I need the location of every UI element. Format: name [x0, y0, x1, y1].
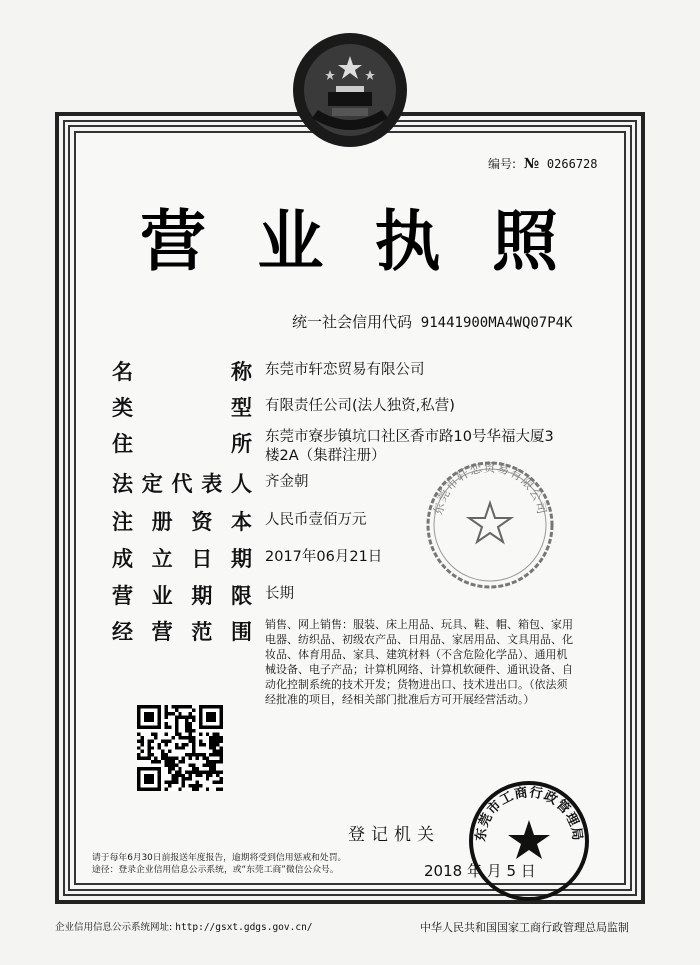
address-line-1: 东莞市寮步镇坑口社区香市路10号华福大厦3: [265, 429, 554, 445]
label-char: 表: [201, 472, 223, 496]
label-char: 人: [231, 472, 252, 496]
field-label: [112, 506, 252, 536]
notice-line: 途径：登录企业信用信息公示系统，或“东莞工商”微信公众号。: [92, 865, 339, 875]
serial-label: 编号:: [488, 157, 517, 171]
label-char: 定: [141, 472, 163, 496]
label-char: 范: [191, 620, 213, 644]
label-char: 型: [231, 396, 252, 420]
field-value: 东莞市轩恋贸易有限公司: [265, 362, 425, 378]
serial-no-mark: №: [523, 156, 540, 172]
label-char: 名: [112, 360, 133, 384]
label-char: 成: [112, 547, 133, 571]
registration-authority-label: 登记机关: [348, 825, 440, 845]
authority-seal-icon: [466, 778, 592, 904]
credit-code-label: 统一社会信用代码: [292, 313, 413, 331]
label-char: 期: [191, 584, 213, 608]
scope-line: 电器、纺织品、初级农产品、日用品、家居用品、文具用品、化: [265, 633, 573, 646]
label-char: 业: [151, 584, 173, 608]
field-label: [112, 392, 252, 422]
national-emblem-icon: [290, 30, 410, 150]
field-label: [112, 468, 252, 498]
label-char: 类: [112, 396, 133, 420]
credit-code-line: [292, 311, 573, 332]
label-char: 本: [230, 510, 252, 534]
title-char: 照: [491, 202, 560, 280]
label-char: 法: [112, 472, 133, 496]
title-char: 执: [374, 202, 443, 280]
label-char: 营: [112, 584, 133, 608]
title-char: 营: [140, 202, 208, 280]
label-char: 立: [151, 547, 173, 571]
title-char: 业: [257, 202, 326, 280]
label-char: 册: [151, 510, 173, 534]
footer-issuer: 中华人民共和国国家工商行政管理总局监制: [420, 921, 629, 934]
label-char: 限: [230, 584, 252, 608]
footer-website-url[interactable]: http://gsxt.gdgs.gov.cn/: [175, 922, 313, 933]
label-char: 日: [191, 547, 213, 571]
document-title: [140, 188, 560, 283]
footer-website-label: 企业信用信息公示系统网址:: [55, 922, 173, 933]
field-label: [112, 428, 252, 458]
field-value: 人民币壹佰万元: [265, 512, 367, 528]
serial-value: 0266728: [546, 157, 598, 171]
field-value: 齐金朝: [265, 474, 309, 490]
label-char: 围: [230, 620, 252, 644]
scope-text: [265, 617, 615, 707]
label-char: 资: [191, 510, 213, 534]
label-char: 期: [230, 547, 252, 571]
scope-line: 妆品、体育用品、家具、建筑材料（不含危险化学品）、通用机: [265, 648, 568, 661]
field-label: [112, 580, 252, 610]
qr-code[interactable]: [137, 705, 223, 791]
field-value: 长期: [265, 586, 294, 602]
address-line-2: 楼2A（集群注册）: [265, 448, 386, 464]
notice-line: 请于每年6月30日前报送年度报告，逾期将受到信用惩戒和处罚。: [92, 853, 347, 863]
authority-seal-text: 东莞市工商行政管理局: [473, 785, 585, 843]
label-char: 营: [151, 620, 173, 644]
label-char: 住: [112, 432, 133, 456]
field-value: 有限责任公司(法人独资,私营): [265, 398, 455, 414]
label-char: 所: [231, 432, 252, 456]
scope-line: 经批准的项目，经相关部门批准后方可开展经营活动。）: [265, 693, 535, 706]
field-label: [112, 543, 252, 573]
label-char: 称: [231, 360, 252, 384]
registration-date: 2018 年 月 5 日: [424, 862, 536, 880]
scope-line: 械设备、电子产品；计算机网络、计算机软硬件、通讯设备、自: [265, 663, 573, 676]
annual-report-notice: [92, 852, 392, 876]
scope-line: 销售、网上销售：服装、床上用品、玩具、鞋、帽、箱包、家用: [265, 618, 573, 631]
company-seal-text: 东莞市轩恋贸易有限公司: [430, 460, 550, 517]
label-char: 代: [171, 472, 193, 496]
field-label: [112, 616, 252, 646]
svg-text:东莞市轩恋贸易有限公司: [431, 460, 549, 517]
field-label: [112, 356, 252, 386]
serial-number: [488, 155, 598, 172]
scope-line: 动化控制系统的技术开发；货物进出口、技术进出口。（依法须: [265, 678, 568, 691]
label-char: 注: [112, 510, 133, 534]
credit-code-value: 91441900MA4WQ07P4K: [420, 315, 573, 331]
footer-website: [55, 919, 313, 933]
field-value: 2017年06月21日: [265, 549, 383, 565]
company-seal-icon: [420, 455, 560, 595]
label-char: 经: [112, 620, 133, 644]
